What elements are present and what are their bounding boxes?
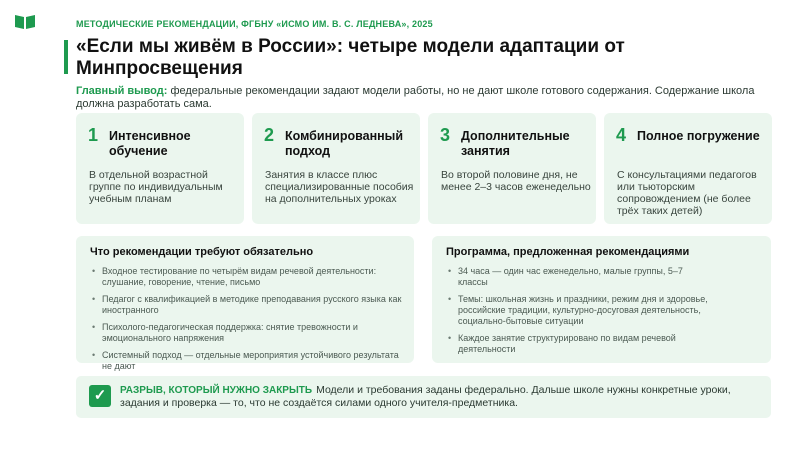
model-text: Занятия в классе плюс специализированные пособия на дополнительных уроках	[265, 169, 414, 205]
model-number: 2	[264, 125, 275, 145]
requirements-panel	[76, 236, 414, 371]
program-list	[446, 266, 714, 361]
model-title: Полное погружение	[637, 129, 760, 143]
requirements-list	[90, 266, 406, 378]
model-number: 4	[616, 125, 627, 145]
gap-banner	[76, 376, 771, 418]
model-card-4	[604, 113, 772, 224]
model-title: Дополнительные занятия	[461, 129, 570, 158]
model-text: Во второй половине дня, не менее 2–3 часов еженедельно	[441, 169, 591, 193]
open-book-icon	[14, 14, 36, 30]
program-title: Программа, предложенная рекомендациями	[446, 246, 690, 258]
requirements-title: Что рекомендации требуют обязательно	[90, 246, 314, 258]
list-item: • Каждое занятие структурировано по видам речевой деятельности	[446, 333, 714, 355]
model-text: С консультациями педагогов или тьюторским сопровождением (не более трёх таких детей)	[617, 169, 757, 217]
list-item: • Темы: школьная жизнь и праздники, режим дня и здоровье, российские традиции, культурно-досуговая деятельность, социально-бытовые ситуации	[446, 294, 714, 327]
model-title: Комбинированный подход	[285, 129, 404, 158]
list-item: • Психолого-педагогическая поддержка: снятие тревожности и эмоционального напряжения	[90, 322, 406, 344]
list-item: • 34 часа — один час еженедельно, малые группы, 5–7 классы	[446, 266, 714, 288]
main-conclusion	[76, 85, 776, 111]
model-card-1	[76, 113, 244, 224]
banner-body: Модели и требования заданы федерально. Дальше школе нужны конкретные уроки, задания и проверка — то, что не создаётся силами одного учителя-предметника.	[120, 384, 731, 409]
banner-text	[120, 384, 760, 410]
model-card-3	[428, 113, 596, 224]
banner-label: РАЗРЫВ, КОТОРЫЙ НУЖНО ЗАКРЫТЬ	[120, 385, 313, 396]
list-item: • Системный подход — отдельные мероприятия устойчивого результата не дают	[90, 350, 406, 372]
model-number: 3	[440, 125, 451, 145]
program-panel	[432, 236, 771, 363]
main-conclusion-label: Главный вывод:	[76, 85, 168, 97]
model-number: 1	[88, 125, 99, 145]
list-item: • Входное тестирование по четырём видам речевой деятельности: слушание, говорение, чтение, письмо	[90, 266, 406, 288]
model-card-2	[252, 113, 420, 224]
page-title: «Если мы живём в России»: четыре модели адаптации от Минпросвещения	[76, 36, 625, 79]
model-title: Интенсивное обучение	[109, 129, 191, 158]
check-icon: ✓	[89, 385, 111, 407]
list-item: • Педагог с квалификацией в методике преподавания русского языка как иностранного	[90, 294, 406, 316]
model-text: В отдельной возрастной группе по индивидуальным учебным планам	[89, 169, 223, 205]
main-conclusion-text: федеральные рекомендации задают модели работы, но не дают школе готового содержания. Содержание школа должна разработать сама.	[76, 85, 755, 110]
title-accent-bar	[64, 40, 68, 74]
kicker: МЕТОДИЧЕСКИЕ РЕКОМЕНДАЦИИ, ФГБНУ «ИСМО ИМ. В. С. ЛЕДНЕВА», 2025	[76, 19, 433, 29]
